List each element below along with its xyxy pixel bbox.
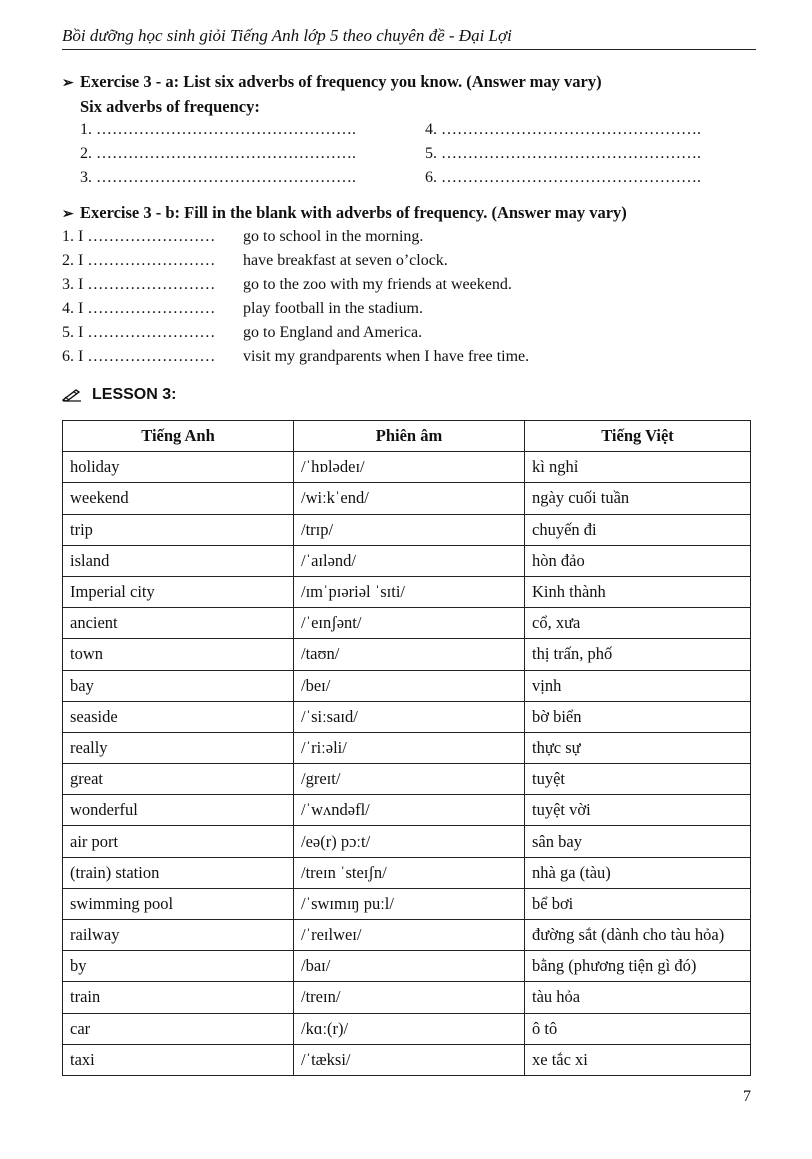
cell-english: town [63, 639, 294, 670]
cell-phonetic: /greɪt/ [294, 764, 525, 795]
table-row [63, 1013, 751, 1044]
table-row [63, 857, 751, 888]
cell-vietnamese: ngày cuối tuần [525, 483, 751, 514]
writing-hand-icon [62, 388, 82, 402]
arrow-bullet-icon: ➢ [62, 76, 74, 91]
cell-vietnamese: thị trấn, phố [525, 639, 751, 670]
page-number: 7 [743, 1088, 751, 1105]
cell-vietnamese: hòn đảo [525, 545, 751, 576]
cell-english: weekend [63, 483, 294, 514]
answer-line-4[interactable]: 4. …………………………………………. [425, 121, 701, 138]
exercise-a-title-text: Exercise 3 - a: List six adverbs of frequency you know. (Answer may vary) [80, 72, 602, 91]
exercise-b-title [62, 203, 627, 223]
cell-vietnamese: vịnh [525, 670, 751, 701]
cell-vietnamese: chuyến đi [525, 514, 751, 545]
cell-vietnamese: sân bay [525, 826, 751, 857]
table-row [63, 483, 751, 514]
fill-item-6 [62, 348, 529, 366]
cell-english: (train) station [63, 857, 294, 888]
cell-english: taxi [63, 1044, 294, 1075]
cell-vietnamese: bể bơi [525, 888, 751, 919]
table-row [63, 951, 751, 982]
fill-blank[interactable]: 6. I …………………… [62, 348, 216, 365]
cell-vietnamese: tuyệt [525, 764, 751, 795]
cell-english: great [63, 764, 294, 795]
cell-english: swimming pool [63, 888, 294, 919]
fill-blank[interactable]: 3. I …………………… [62, 276, 216, 293]
fill-text: have breakfast at seven o’clock. [243, 252, 448, 269]
cell-phonetic: /trɪp/ [294, 514, 525, 545]
cell-vietnamese: cổ, xưa [525, 608, 751, 639]
table-row [63, 639, 751, 670]
cell-english: holiday [63, 452, 294, 483]
lesson-title: LESSON 3: [92, 386, 177, 403]
cell-phonetic: /taʊn/ [294, 639, 525, 670]
answer-line-5[interactable]: 5. …………………………………………. [425, 145, 701, 162]
page-header: Bồi dưỡng học sinh giỏi Tiếng Anh lớp 5 theo chuyên đề - Đại Lợi [62, 26, 756, 50]
table-row [63, 608, 751, 639]
exercise-b-title-text: Exercise 3 - b: Fill in the blank with adverbs of frequency. (Answer may vary) [80, 203, 627, 222]
cell-english: wonderful [63, 795, 294, 826]
cell-vietnamese: kì nghỉ [525, 452, 751, 483]
fill-blank[interactable]: 1. I …………………… [62, 228, 216, 245]
cell-english: really [63, 732, 294, 763]
column-header-vietnamese: Tiếng Việt [525, 421, 751, 452]
cell-english: by [63, 951, 294, 982]
cell-english: bay [63, 670, 294, 701]
fill-text: go to England and America. [243, 324, 423, 341]
fill-blank[interactable]: 5. I …………………… [62, 324, 216, 341]
table-row [63, 452, 751, 483]
table-row [63, 545, 751, 576]
cell-english: trip [63, 514, 294, 545]
cell-english: seaside [63, 701, 294, 732]
cell-phonetic: /ˈwʌndəfl/ [294, 795, 525, 826]
cell-vietnamese: Kinh thành [525, 576, 751, 607]
table-row [63, 576, 751, 607]
fill-blank[interactable]: 4. I …………………… [62, 300, 216, 317]
cell-vietnamese: bằng (phương tiện gì đó) [525, 951, 751, 982]
cell-english: ancient [63, 608, 294, 639]
table-header-row [63, 421, 751, 452]
fill-item-5 [62, 324, 422, 342]
table-row [63, 732, 751, 763]
cell-phonetic: /treɪn/ [294, 982, 525, 1013]
vocabulary-table [62, 420, 751, 1076]
table-row [63, 826, 751, 857]
cell-phonetic: /ˈreɪlweɪ/ [294, 920, 525, 951]
table-row [63, 670, 751, 701]
cell-vietnamese: bờ biển [525, 701, 751, 732]
arrow-bullet-icon: ➢ [62, 207, 74, 222]
cell-vietnamese: tàu hỏa [525, 982, 751, 1013]
cell-phonetic: /ˈhɒlədeɪ/ [294, 452, 525, 483]
cell-vietnamese: ô tô [525, 1013, 751, 1044]
fill-blank[interactable]: 2. I …………………… [62, 252, 216, 269]
cell-phonetic: /ɪmˈpɪəriəl ˈsɪti/ [294, 576, 525, 607]
cell-phonetic: /ˈsiːsaɪd/ [294, 701, 525, 732]
answer-line-1[interactable]: 1. …………………………………………. [80, 121, 356, 138]
table-row [63, 920, 751, 951]
table-row [63, 701, 751, 732]
answer-line-6[interactable]: 6. …………………………………………. [425, 169, 701, 186]
cell-english: car [63, 1013, 294, 1044]
cell-english: air port [63, 826, 294, 857]
fill-text: go to school in the morning. [243, 228, 424, 245]
table-body [63, 452, 751, 1076]
table-row [63, 795, 751, 826]
exercise-a-title [62, 72, 602, 92]
cell-english: Imperial city [63, 576, 294, 607]
cell-phonetic: /beɪ/ [294, 670, 525, 701]
table-row [63, 888, 751, 919]
cell-phonetic: /kɑː(r)/ [294, 1013, 525, 1044]
cell-phonetic: /eə(r) pɔːt/ [294, 826, 525, 857]
cell-phonetic: /treɪn ˈsteɪʃn/ [294, 857, 525, 888]
cell-english: train [63, 982, 294, 1013]
table-row [63, 1044, 751, 1075]
cell-phonetic: /ˈswɪmɪŋ puːl/ [294, 888, 525, 919]
cell-phonetic: /ˈeɪnʃənt/ [294, 608, 525, 639]
table-row [63, 982, 751, 1013]
exercise-a-subtitle: Six adverbs of frequency: [80, 97, 260, 116]
column-header-english: Tiếng Anh [63, 421, 294, 452]
cell-vietnamese: xe tắc xi [525, 1044, 751, 1075]
fill-text: visit my grandparents when I have free time. [243, 348, 530, 365]
fill-item-4 [62, 300, 423, 318]
answer-line-3[interactable]: 3. …………………………………………. [80, 169, 356, 186]
cell-english: island [63, 545, 294, 576]
cell-vietnamese: tuyệt vời [525, 795, 751, 826]
lesson-heading [62, 386, 176, 404]
cell-phonetic: /ˈtæksi/ [294, 1044, 525, 1075]
table-row [63, 514, 751, 545]
cell-vietnamese: nhà ga (tàu) [525, 857, 751, 888]
cell-english: railway [63, 920, 294, 951]
cell-phonetic: /wiːkˈend/ [294, 483, 525, 514]
fill-item-2 [62, 252, 448, 270]
table-row [63, 764, 751, 795]
column-header-phonetic: Phiên âm [294, 421, 525, 452]
cell-phonetic: /ˈriːəli/ [294, 732, 525, 763]
cell-vietnamese: thực sự [525, 732, 751, 763]
fill-text: play football in the stadium. [243, 300, 423, 317]
fill-text: go to the zoo with my friends at weekend. [243, 276, 512, 293]
fill-item-1 [62, 228, 423, 246]
cell-phonetic: /ˈaɪlənd/ [294, 545, 525, 576]
answer-line-2[interactable]: 2. …………………………………………. [80, 145, 356, 162]
fill-item-3 [62, 276, 512, 294]
cell-vietnamese: đường sắt (dành cho tàu hỏa) [525, 920, 751, 951]
cell-phonetic: /baɪ/ [294, 951, 525, 982]
